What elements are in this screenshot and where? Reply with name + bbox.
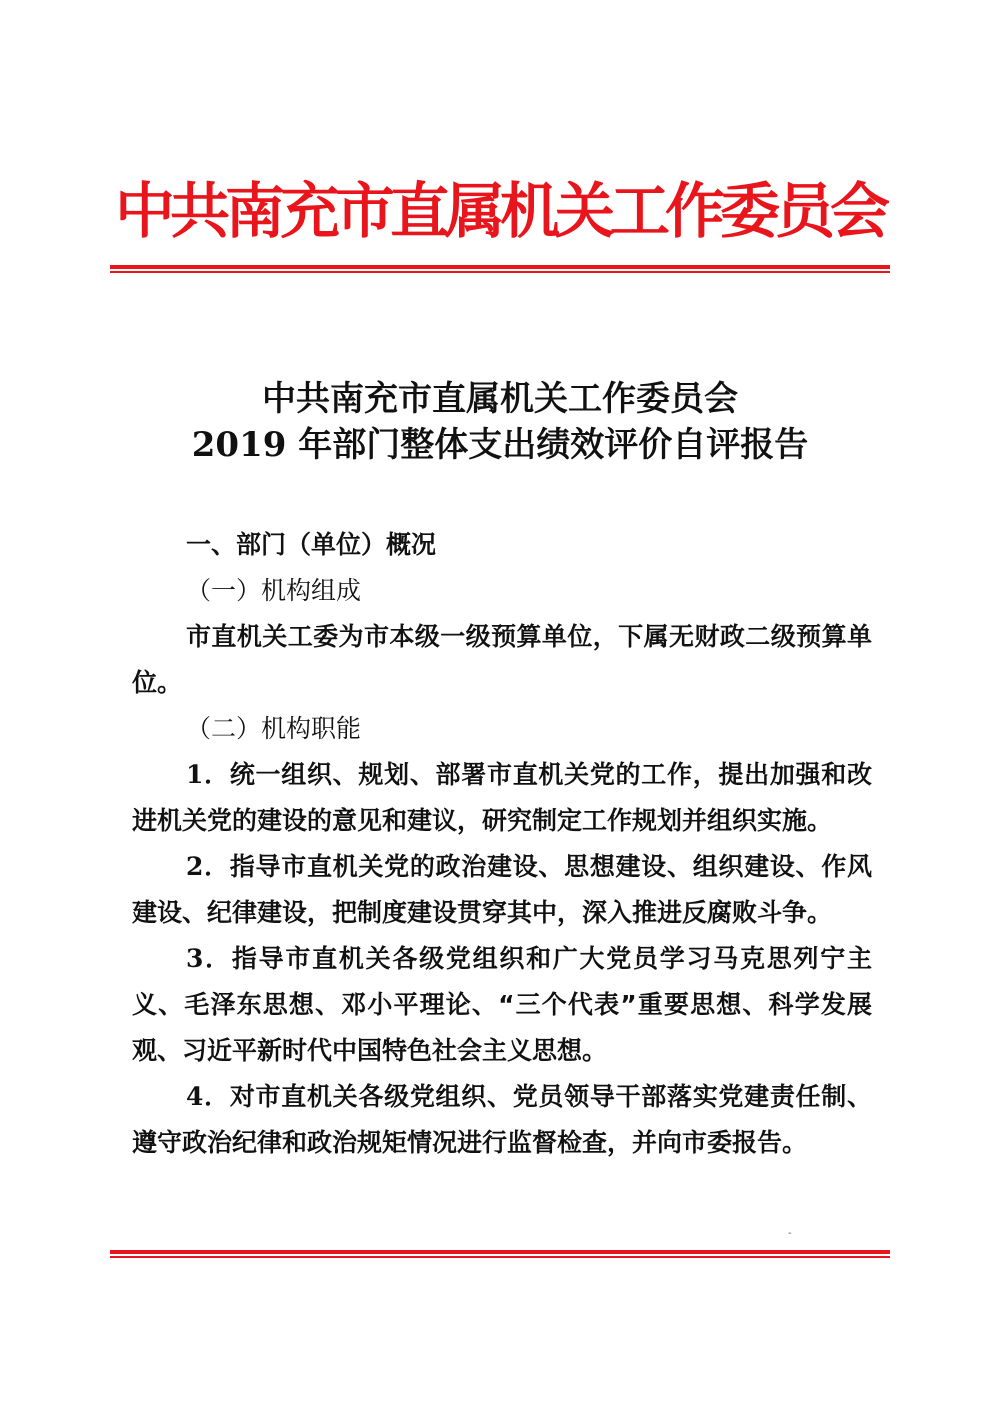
function-item-text: 对市直机关各级党组织、党员领导干部落实党建责任制、遵守政治纪律和政治规矩情况进行监督检查，并向市委报告。 [132,1082,872,1157]
function-item-text: 指导市直机关党的政治建设、思想建设、组织建设、作风建设、纪律建设，把制度建设贯穿其中，深入推进反腐败斗争。 [132,852,872,927]
report-body [132,522,872,1166]
function-item-text: 统一组织、规划、部署市直机关党的工作，提出加强和改进机关党的建设的意见和建议，研究制定工作规划并组织实施。 [132,760,872,835]
masthead-title: 中共南充市直属机关工作委员会 [115,177,885,247]
function-item-number: 2． [186,852,230,881]
page-mark: - [788,1228,792,1239]
function-item-number: 1． [186,760,230,789]
function-item [132,752,872,844]
report-title-line-1: 中共南充市直属机关工作委员会 [262,379,738,419]
paragraph-composition: 市直机关工委为市本级一级预算单位，下属无财政二级预算单位。 [132,622,872,697]
subsection-heading-functions: （二）机构职能 [186,714,362,743]
function-item [132,936,872,1074]
function-item [132,844,872,936]
report-title [110,376,890,468]
function-item-number: 4． [186,1082,230,1111]
function-item-text: 指导市直机关各级党组织和广大党员学习马克思列宁主义、毛泽东思想、邓小平理论、“三个代表”重要思想、科学发展观、习近平新时代中国特色社会主义思想。 [132,944,872,1065]
subsection-heading-composition: （一）机构组成 [186,576,362,605]
function-item-number: 3． [186,944,232,973]
function-item [132,1074,872,1166]
report-title-line-2: 2019 年部门整体支出绩效评价自评报告 [191,425,809,465]
section-heading: 一、部门（单位）概况 [186,530,437,559]
masthead-divider [110,265,890,273]
footer-divider [110,1250,890,1258]
